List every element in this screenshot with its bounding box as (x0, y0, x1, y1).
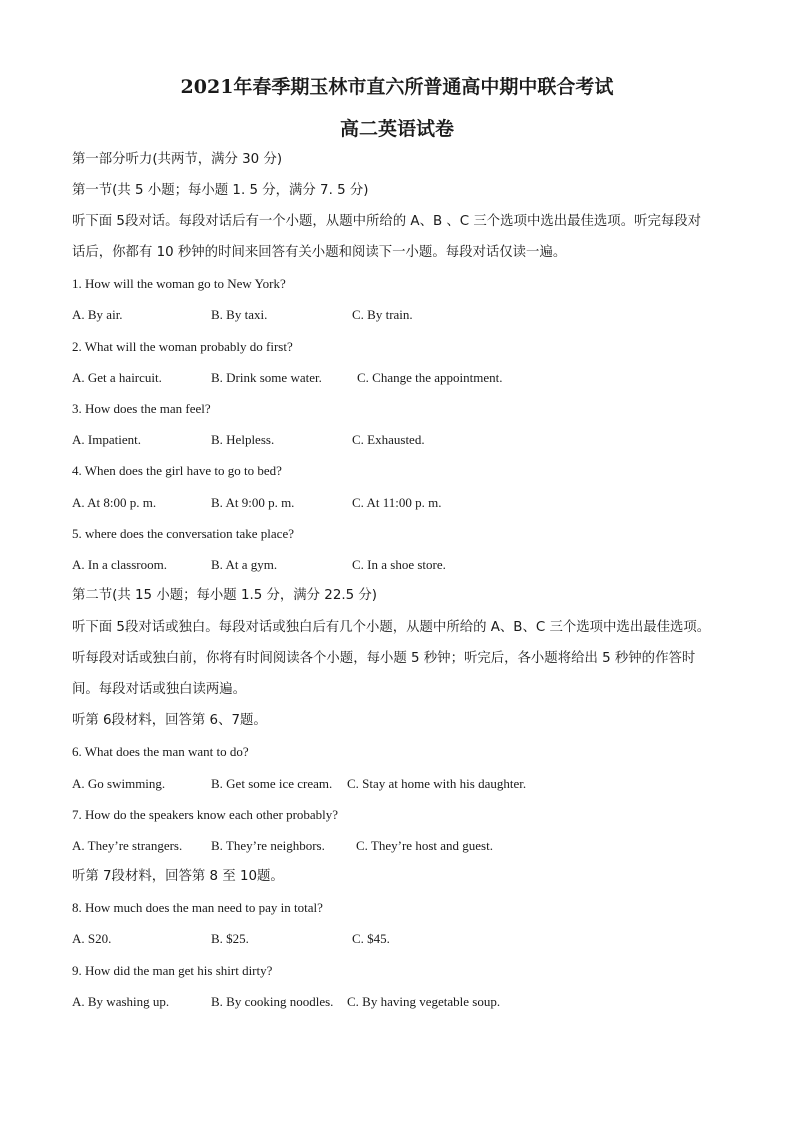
section1-instruction-line2: 话后，你都有 10 秒钟的时间来回答有关小题和阅读下一小题。每段对话仅读一遍。 (72, 245, 567, 260)
question-4: 4. When does the girl have to go to bed? (72, 463, 282, 478)
question-2: 2. What will the woman probably do first? (72, 339, 293, 354)
option-2c: C. Change the appointment. (357, 370, 503, 385)
section2-heading: 第二节(共 15 小题；每小题 1.5 分，满分 22.5 分) (72, 588, 377, 603)
option-6c: C. Stay at home with his daughter. (347, 776, 527, 791)
option-1a: A. By air. (72, 307, 123, 322)
section2-instruction-line2: 听每段对话或独白前，你将有时间阅读各个小题，每小题 5 秒钟；听完后，各小题将给出 5 秒钟的作答时 (72, 651, 696, 666)
option-9a: A. By washing up. (72, 994, 170, 1009)
option-1c: C. By train. (352, 307, 413, 322)
option-4b: B. At 9:00 p. m. (211, 495, 295, 510)
option-5c: C. In a shoe store. (352, 557, 446, 572)
question-8: 8. How much does the man need to pay in total? (72, 900, 323, 915)
material-7-heading: 听第 7段材料，回答第 8 至 10题。 (72, 869, 284, 884)
option-9b: B. By cooking noodles. (211, 994, 334, 1009)
option-8c: C. $45. (352, 931, 390, 946)
question-1: 1. How will the woman go to New York? (72, 276, 286, 291)
exam-title: 2021年春季期玉林市直六所普通高中期中联合考试 (180, 76, 614, 98)
option-4a: A. At 8:00 p. m. (72, 495, 157, 510)
part1-heading: 第一部分听力(共两节，满分 30 分) (72, 152, 283, 167)
option-7c: C. They’re host and guest. (356, 838, 493, 853)
section2-instruction-line3: 间。每段对话或独白读两遍。 (72, 682, 247, 697)
option-9c: C. By having vegetable soup. (347, 994, 501, 1009)
question-7: 7. How do the speakers know each other probably? (72, 807, 339, 822)
section1-heading: 第一节(共 5 小题；每小题 1. 5 分，满分 7. 5 分) (72, 183, 369, 198)
option-4c: C. At 11:00 p. m. (352, 495, 442, 510)
option-3c: C. Exhausted. (352, 432, 425, 447)
option-7b: B. They’re neighbors. (211, 838, 325, 853)
option-7a: A. They’re strangers. (72, 838, 183, 853)
option-5b: B. At a gym. (211, 557, 278, 572)
option-5a: A. In a classroom. (72, 557, 167, 572)
option-8b: B. $25. (211, 931, 249, 946)
material-6-heading: 听第 6段材料，回答第 6、7题。 (72, 713, 267, 728)
section1-instruction-line1: 听下面 5段对话。每段对话后有一个小题，从题中所给的 A、B 、C 三个选项中选出最佳选项。听完每段对 (72, 214, 702, 229)
option-6a: A. Go swimming. (72, 776, 166, 791)
section2-instruction-line1: 听下面 5段对话或独白。每段对话或独白后有几个小题，从题中所给的 A、B、C 三个选项中选出最佳选项。 (72, 620, 711, 635)
question-6: 6. What does the man want to do? (72, 744, 249, 759)
option-3a: A. Impatient. (72, 432, 141, 447)
option-2a: A. Get a haircuit. (72, 370, 162, 385)
exam-subtitle: 高二英语试卷 (339, 118, 454, 140)
option-8a: A. S20. (72, 931, 112, 946)
question-9: 9. How did the man get his shirt dirty? (72, 963, 273, 978)
option-6b: B. Get some ice cream. (211, 776, 333, 791)
option-1b: B. By taxi. (211, 307, 268, 322)
option-3b: B. Helpless. (211, 432, 275, 447)
question-5: 5. where does the conversation take place? (72, 526, 294, 541)
question-3: 3. How does the man feel? (72, 401, 211, 416)
option-2b: B. Drink some water. (211, 370, 322, 385)
